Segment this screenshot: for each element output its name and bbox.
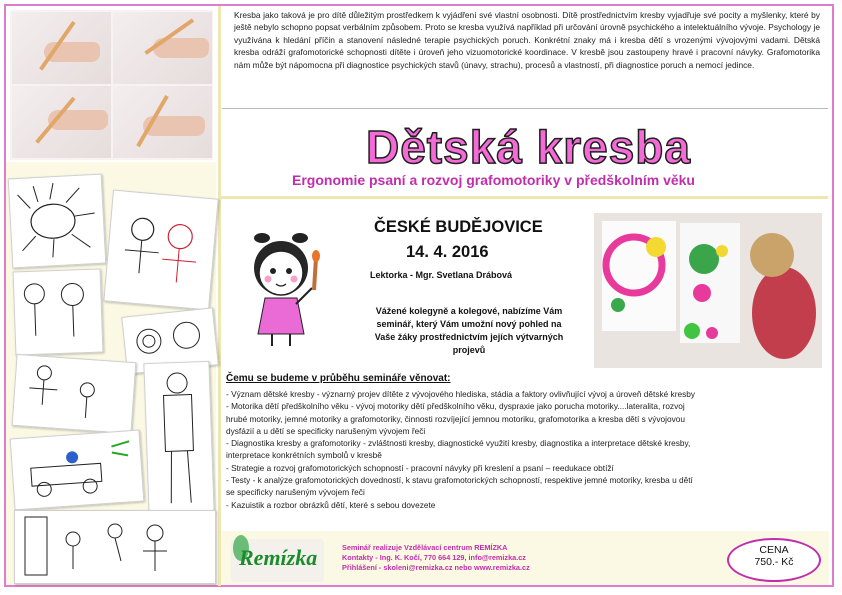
topic-line: - Motorika dětí předškolního věku - vývoj motoriky dětí předškolního věku, dyspraxie jako porucha motoriky....lateralita, rozvoj xyxy=(226,401,685,412)
topic-line: - Význam dětské kresby - význarný projev dítěte z vývojového hlediska, stádia a faktory ovlivňující vývoj a úroveň dětské kresby xyxy=(226,389,695,399)
drawing-sketch xyxy=(14,270,103,355)
intro-text: Kresba jako taková je pro dítě důležitým prostředkem k vyjádření své vlastní osobnosti. Dítě prostřednictvím kresby vyjadřuje své pocity a myšlenky, které by ještě nebylo schopno popsat verbálním způsobem. Proto se kresba využívá například při určování úrovně psychického a intelektuálního vývoje. Psychology je využívána k hledání příčin a stanovení následné terapie psychických poruch. Konkrétní znaky má i kresba dětí s vrozenými vývojovými vadami. Dětská kresba odráží grafomotorické schopnosti dítěte i úroveň jeho vizuomotorické koordinace. V kresbě jsou zastoupeny hravé i pracovní návyky. Grafomotorika nám může být nápomocna při diagnostice psychických stavů (únavy, strachu), procesů a vlastností, při diagnostice poruch a nemocí jedince. xyxy=(234,10,820,70)
child-figure xyxy=(752,267,816,359)
arm xyxy=(296,288,312,304)
event-city: ČESKÉ BUDĚJOVICE xyxy=(374,218,543,236)
event-date: 14. 4. 2016 xyxy=(406,243,489,261)
drawing-sketch xyxy=(9,175,105,268)
drawing-sketch xyxy=(104,191,217,310)
hair-bow-right xyxy=(292,233,308,243)
photo-cell xyxy=(113,12,212,84)
hair-bow-left xyxy=(254,233,270,243)
topic-line: interpretace konkrétních symbolů v kresbě xyxy=(226,450,382,461)
footer-registration: Přihlášení - skoleni@remizka.cz nebo www.remizka.cz xyxy=(342,563,530,572)
photo-cell xyxy=(113,86,212,158)
footer-contacts xyxy=(342,543,530,573)
event-greeting: Vážené kolegyně a kolegové, nabízíme Vám seminář, který Vám umožní nový pohled na Vaše žáky prostřednictvím jejích výtvarných projevů xyxy=(374,306,564,355)
paint-pot-green xyxy=(684,323,700,339)
drawing-sketch xyxy=(144,362,213,514)
remizka-logo xyxy=(231,539,324,582)
hands-drawing-photo xyxy=(10,10,213,160)
child-drawing xyxy=(10,430,145,511)
cheek-left xyxy=(265,276,272,283)
paint-dot-green xyxy=(611,298,625,312)
page-title: Dětská kresba xyxy=(366,121,691,173)
topic-line: se specificky narušeným vývojem řeči xyxy=(226,487,365,498)
logo-text: Remízka xyxy=(239,545,318,570)
child-drawing xyxy=(8,174,107,269)
face xyxy=(259,251,303,295)
header-divider xyxy=(220,196,828,199)
topics-list xyxy=(226,388,746,511)
price-label: CENA xyxy=(759,544,789,556)
drawing-sketch xyxy=(11,431,144,510)
child-drawing xyxy=(143,361,214,515)
footer-contact: Kontakty - Ing. K. Kočí, 770 664 129, info@remizka.cz xyxy=(342,553,526,562)
intro-box xyxy=(222,6,828,109)
topic-line: - Testy - k analýze grafomotorických dovedností, k stavu grafomotorických schopností, respektive jemné motoriky, kresba u dětí xyxy=(226,475,693,486)
paint-dot-yellow xyxy=(646,237,666,257)
vertical-divider xyxy=(218,6,221,586)
child-drawing xyxy=(13,268,104,355)
page-subtitle: Ergonomie psaní a rozvoj grafomotoriky v předškolním věku xyxy=(292,172,695,188)
child-hair xyxy=(750,233,794,277)
drawing-sketch xyxy=(13,355,136,433)
event-lecturer: Lektorka - Mgr. Svetlana Drábová xyxy=(370,270,513,280)
topics-heading: Čemu se budeme v průběhu semináře věnovat: xyxy=(226,373,451,384)
topic-line: - Kazuistik a rozbor obrázků dětí, které s sebou dovezete xyxy=(226,499,436,510)
child-drawing xyxy=(103,190,218,311)
child-painting-photo-art xyxy=(594,213,822,368)
photo-cell xyxy=(12,86,111,158)
eye-left xyxy=(270,268,276,274)
photo-cell xyxy=(12,12,111,84)
price-badge xyxy=(727,538,821,582)
girl-illustration xyxy=(232,218,332,348)
eye-right xyxy=(286,268,292,274)
cheek-right xyxy=(291,276,298,283)
paint-dot-yellow-2 xyxy=(716,245,728,257)
child-drawing xyxy=(14,510,216,584)
paint-blob-green xyxy=(689,244,719,274)
price-value: 750.- Kč xyxy=(754,556,794,568)
brush-tip xyxy=(312,250,320,262)
child-drawing xyxy=(12,354,137,434)
paint-dot-pink xyxy=(693,284,711,302)
footer-organizer: Seminář realizuje Vzdělávací centrum REMÍZKA xyxy=(342,543,508,552)
paintbrush xyxy=(314,258,316,290)
topic-line: - Diagnostika kresby a grafomotoriky - zvláštnosti kresby, diagnostické využití kresby, diagnostika a interpretace dětské kresby, xyxy=(226,438,691,449)
topic-line: dysfázií a u dětí se specificky narušeným vývojem řeči xyxy=(226,425,426,436)
paint-pot-pink xyxy=(706,327,718,339)
child-painting-photo xyxy=(594,213,822,368)
drawing-sketch xyxy=(15,511,215,583)
topic-line: - Strategie a rozvoj grafomotorických schopností - pracovní návyky při kreslení a psaní – reedukace obtíží xyxy=(226,462,614,473)
topic-line: hrubé motoriky, jemné motoriky a grafomotoriky, činnosti rozvíjející jemnou motoriku, grafomotorika a kresba dětí s vývojovou xyxy=(226,413,685,424)
